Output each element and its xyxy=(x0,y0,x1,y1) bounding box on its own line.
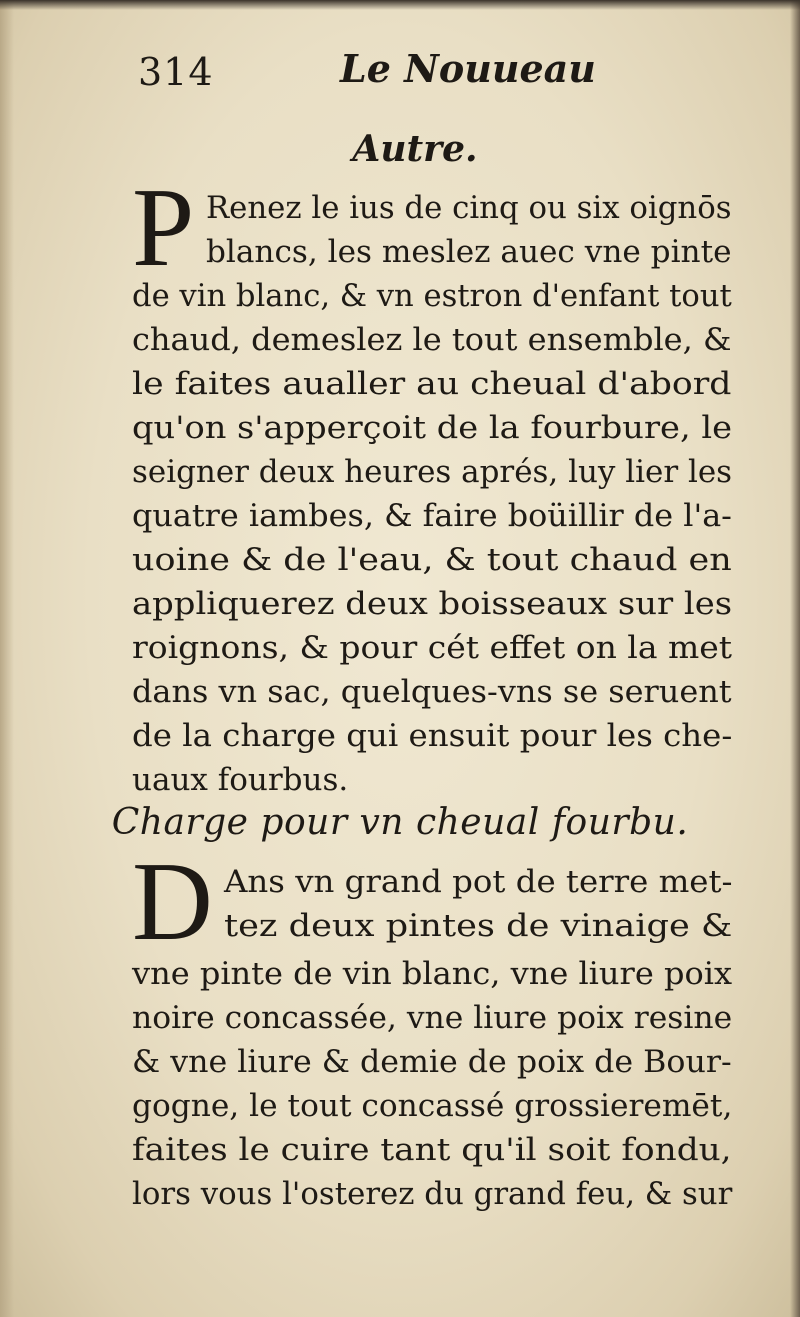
text-line: & vne liure & demie de poix de Bour- xyxy=(132,1044,732,1080)
page-edge-right xyxy=(790,0,800,1317)
page-header xyxy=(0,42,800,102)
drop-cap-d: D xyxy=(132,840,213,964)
text-line: dans vn sac, quelques-vns se seruent xyxy=(132,674,732,710)
text-line: de vin blanc, & vn estron d'enfant tout xyxy=(132,278,732,314)
text-line: seigner deux heures aprés, luy lier les xyxy=(132,454,733,490)
drop-cap-p: P xyxy=(132,166,195,290)
text-line: le faites aualler au cheual d'abord xyxy=(132,366,732,402)
running-title: Le Nouueau xyxy=(340,46,596,91)
text-line: tez deux pintes de vinaige & xyxy=(224,908,733,944)
text-line: lors vous l'osterez du grand feu, & sur xyxy=(132,1176,733,1212)
text-line: quatre iambes, & faire boüillir de l'a- xyxy=(132,498,732,534)
text-line: blancs, les meslez auec vne pinte xyxy=(206,234,732,270)
text-line: vne pinte de vin blanc, vne liure poix xyxy=(132,956,733,992)
text-line: de la charge qui ensuit pour les che- xyxy=(132,718,733,754)
text-line: faites le cuire tant qu'il soit fondu, xyxy=(132,1132,732,1168)
text-line: uaux fourbus. xyxy=(132,762,349,798)
page-edge-top xyxy=(0,0,800,10)
text-line: roignons, & pour cét effet on la met xyxy=(132,630,733,666)
text-line: uoine & de l'eau, & tout chaud en xyxy=(132,542,732,578)
page-edge-left xyxy=(0,0,14,1317)
text-line: appliquerez deux boisseaux sur les xyxy=(132,586,733,622)
text-line: chaud, demeslez le tout ensemble, & xyxy=(132,322,732,358)
page-number: 314 xyxy=(138,50,214,94)
section-heading-autre: Autre. xyxy=(352,128,478,170)
text-line: gogne, le tout concassé grossieremēt, xyxy=(132,1088,733,1124)
section-heading-charge: Charge pour vn cheual fourbu. xyxy=(111,802,689,843)
text-line: noire concassée, vne liure poix resine xyxy=(132,1000,733,1036)
text-line: Renez le ius de cinq ou six oignōs xyxy=(206,190,732,226)
text-line: Ans vn grand pot de terre met- xyxy=(224,864,733,900)
text-line: qu'on s'apperçoit de la fourbure, le xyxy=(132,410,732,446)
